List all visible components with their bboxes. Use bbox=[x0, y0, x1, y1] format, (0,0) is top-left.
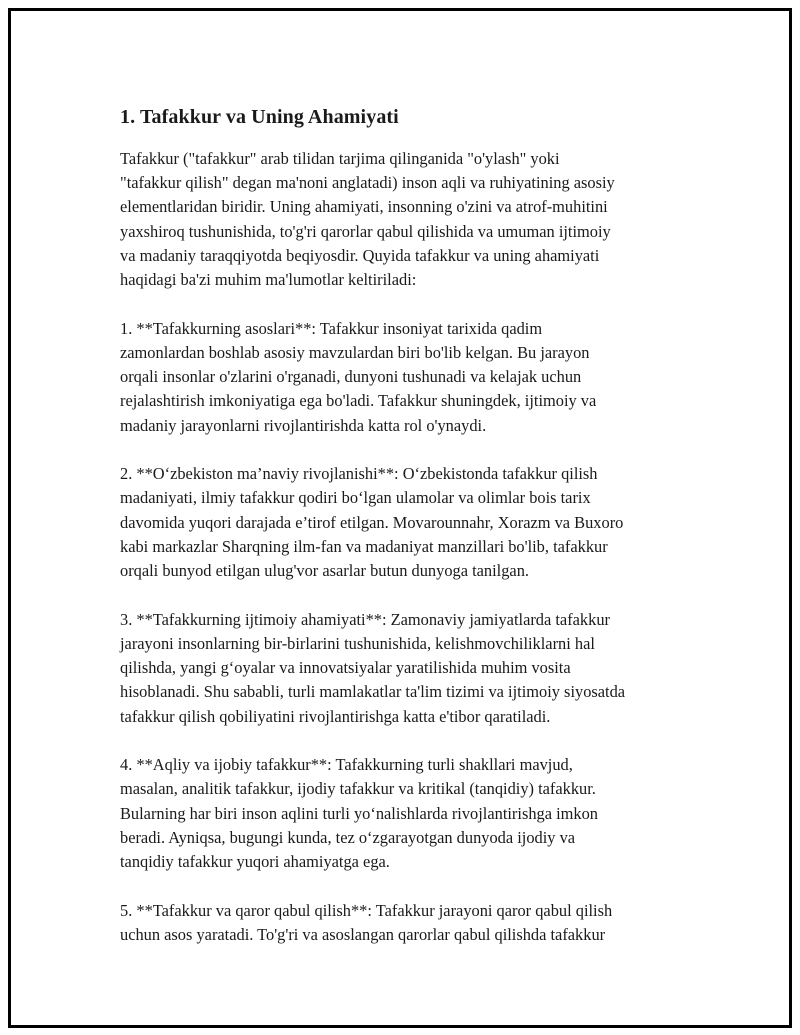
paragraph-5: 5. **Tafakkur va qaror qabul qilish**: Tafakkur jarayoni qaror qabul qilish uchun asos yaratadi. To'g'ri va asoslangan qarorlar qabul qilishda tafakkur bbox=[120, 900, 613, 944]
document-title: 1. Tafakkur va Uning Ahamiyati bbox=[120, 106, 399, 128]
paragraph-4: 4. **Aqliy va ijobiy tafakkur**: Tafakkurning turli shakllari mavjud, masalan, analitik tafakkur, ijodiy tafakkur va kritikal (tanqidiy) tafakkur. Bularning har biri inson aqlini turli yo‘nalishlarda rivojlantirishga imkon beradi. Ayniqsa, bugungi kunda, tez o‘zgarayotgan dunyoda ijodiy va tanqidiy tafakkur yuqori ahamiyatga ega. bbox=[120, 755, 598, 872]
paragraph-2: 2. **O‘zbekiston ma’naviy rivojlanishi**: O‘zbekistonda tafakkur qilish madaniyati, ilmiy tafakkur qodiri bo‘lgan ulamolar va olimlar bois tarix davomida yuqori darajada e’tirof etilgan. Movarounnahr, Xorazm va Buxoro kabi markazlar Sharqning ilm-fan va madaniyat manzillari bo'lib, tafakkur orqali bunyod etilgan ulug'vor asarlar butun dunyoga tanilgan. bbox=[120, 464, 624, 581]
page-frame bbox=[8, 8, 792, 1028]
paragraph-3: 3. **Tafakkurning ijtimoiy ahamiyati**: Zamonaviy jamiyatlarda tafakkur jarayoni insonlarning bir-birlarini tushunishida, kelishmovchiliklarni hal qilishda, yangi g‘oyalar va innovatsiyalar yaratilishida muhim vosita hisoblanadi. Shu sababli, turli mamlakatlar ta'lim tizimi va ijtimoiy siyosatda tafakkur qilish qobiliyatini rivojlantirishga katta e'tibor qaratiladi. bbox=[120, 609, 626, 726]
intro-paragraph: Tafakkur ("tafakkur" arab tilidan tarjima qilinganida "o'ylash" yoki "tafakkur qilish" degan ma'noni anglatadi) inson aqli va ruhiyatining asosiy elementlaridan biridir. Uning ahamiyati, insonning o'zini va atrof-muhitini yaxshiroq tushunishida, to'g'ri qarorlar qabul qilishida va umuman ijtimoiy va madaniy taraqqiyotda beqiyosdir. Quyida tafakkur va uning ahamiyati haqidagi ba'zi muhim ma'lumotlar keltiriladi: bbox=[120, 149, 615, 290]
paragraph-1: 1. **Tafakkurning asoslari**: Tafakkur insoniyat tarixida qadim zamonlardan boshlab asosiy mavzulardan biri bo'lib kelgan. Bu jarayon orqali insonlar o'zlarini o'rganadi, dunyoni tushunadi va kelajak uchun rejalashtirish imkoniyatiga ega bo'ladi. Tafakkur shuningdek, ijtimoiy va madaniy jarayonlarni rivojlantirishda katta rol o'ynaydi. bbox=[120, 318, 597, 435]
document-body bbox=[120, 103, 710, 972]
